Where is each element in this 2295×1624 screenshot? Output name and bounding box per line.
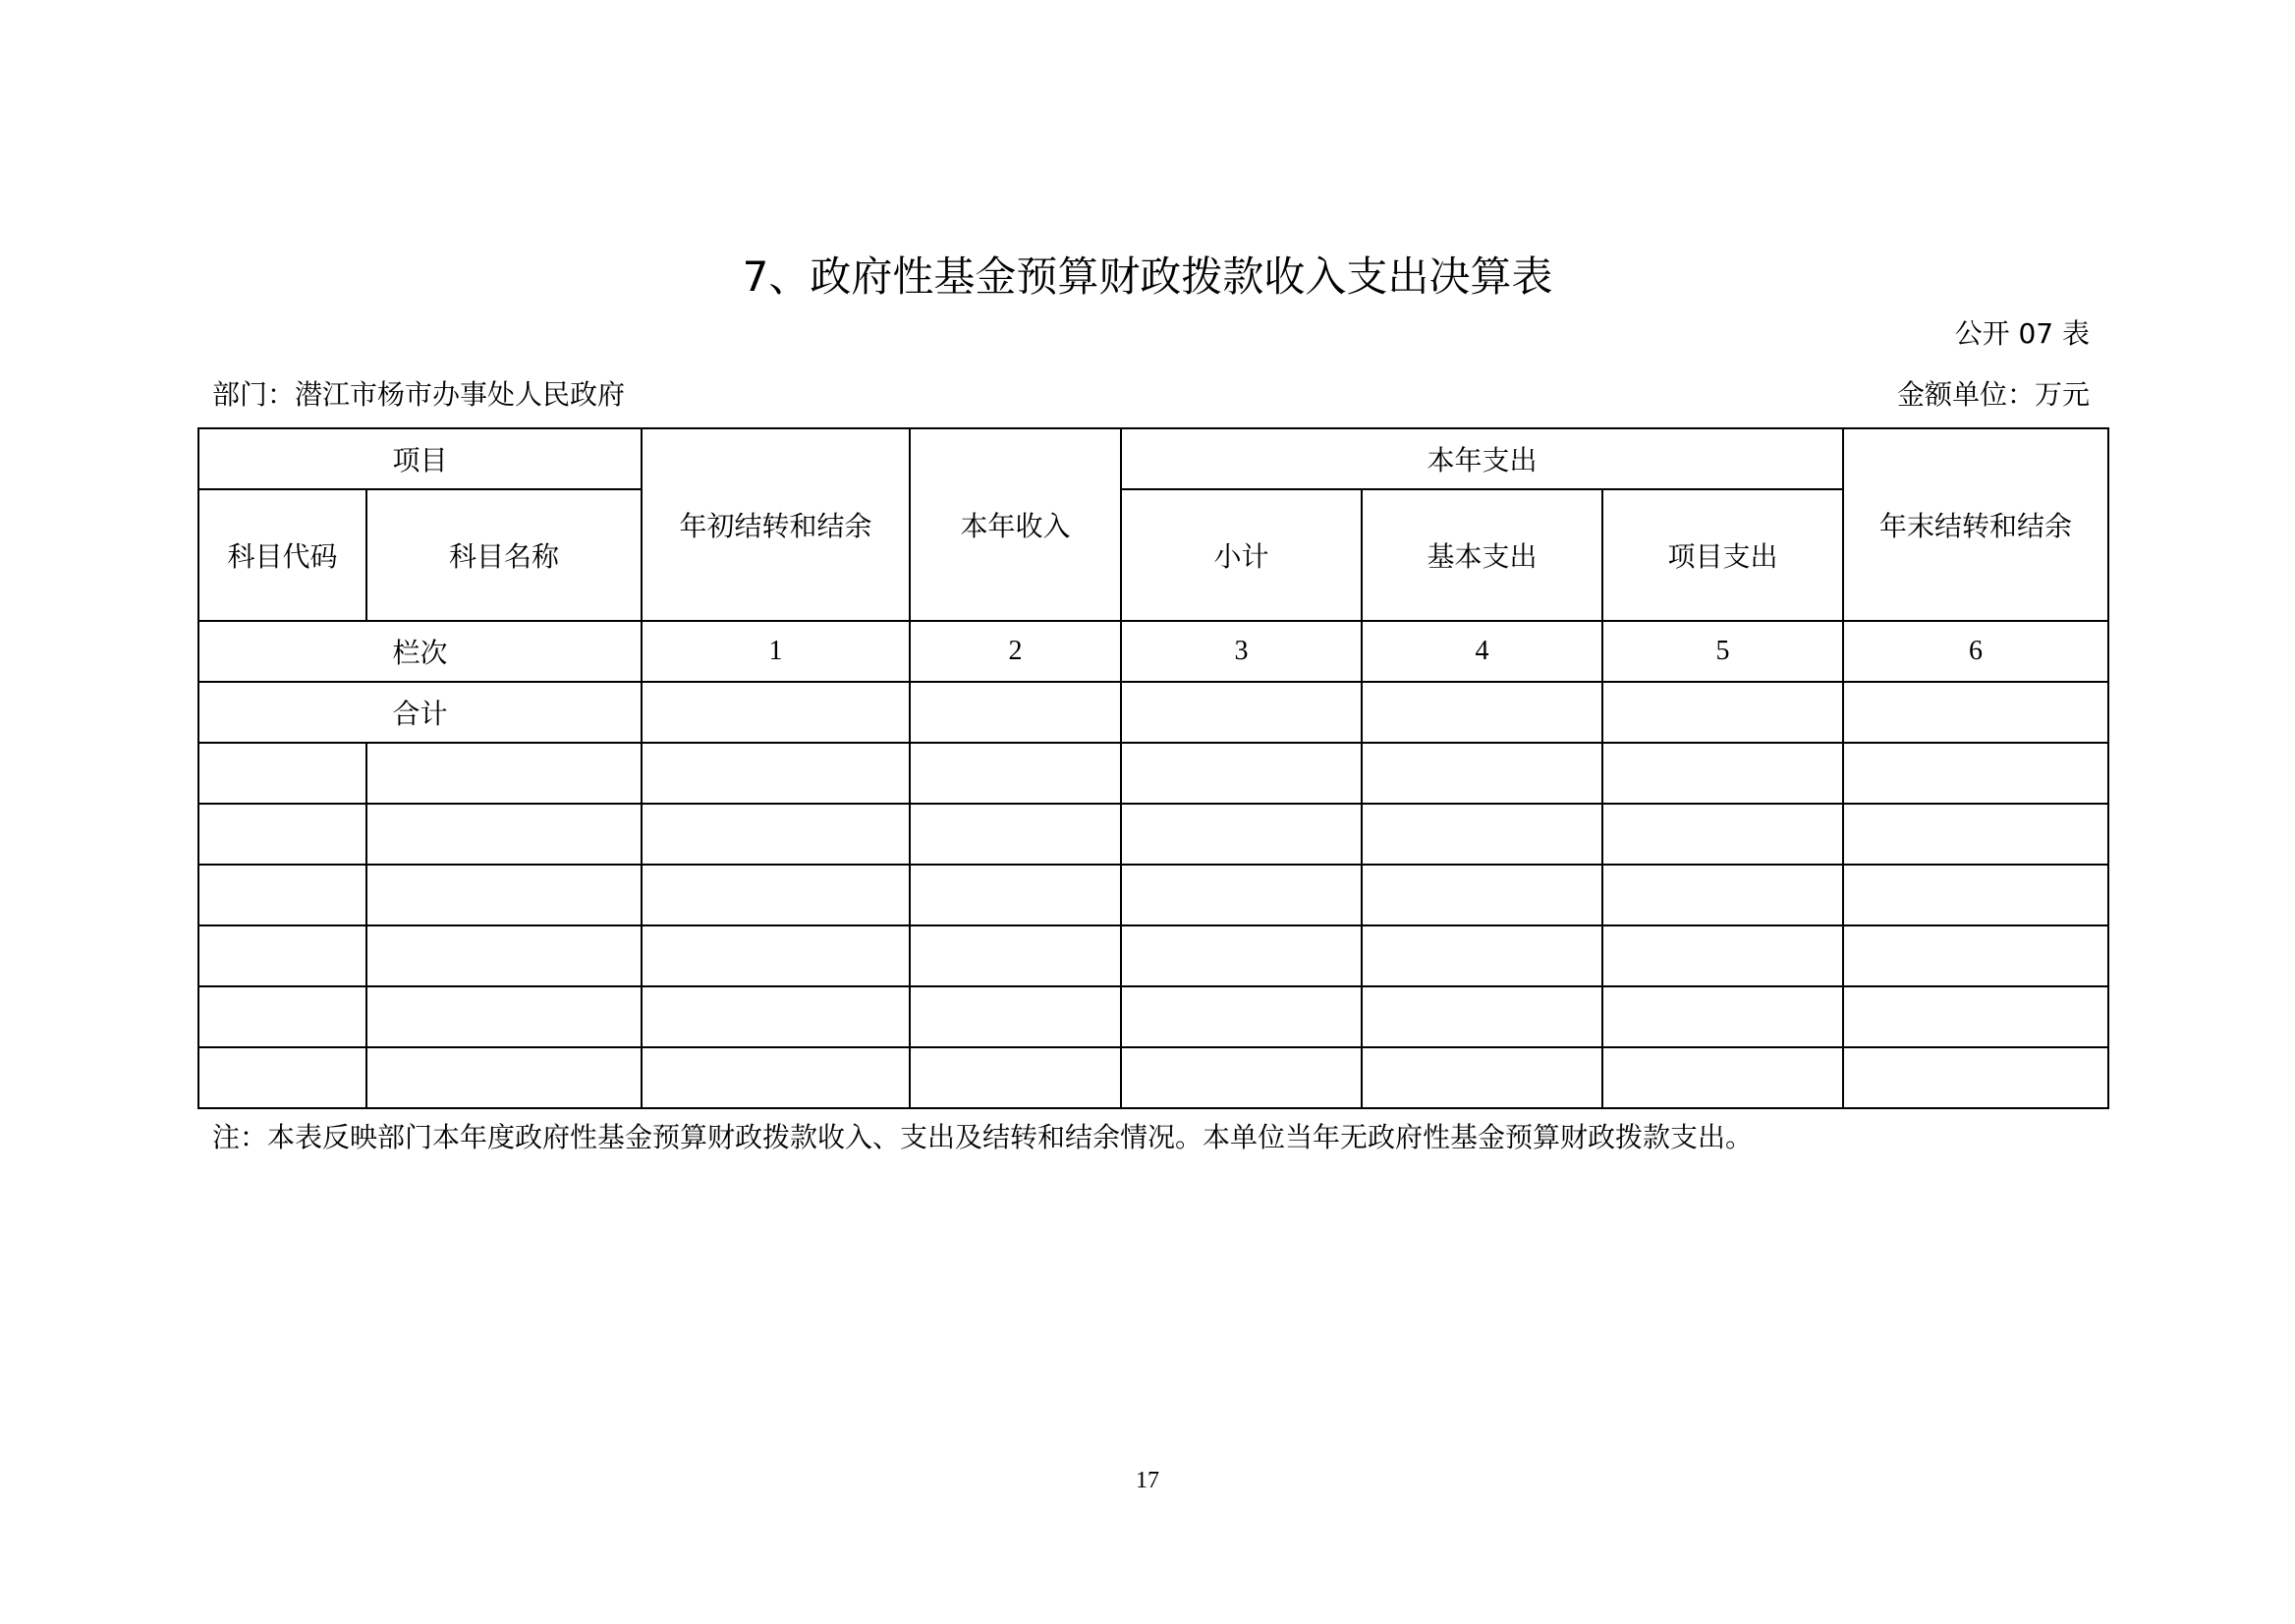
table-cell [1843, 682, 2108, 743]
header-subject-code: 科目代码 [198, 489, 366, 621]
table-cell [1121, 865, 1362, 925]
table-cell [910, 682, 1121, 743]
form-number: 公开 07 表 [1954, 317, 2090, 350]
table-row [198, 925, 2108, 986]
total-label: 合计 [198, 682, 642, 743]
column-number-1: 1 [642, 621, 910, 682]
table-cell [198, 865, 366, 925]
column-number-4: 4 [1362, 621, 1602, 682]
table-cell [642, 1047, 910, 1108]
table-cell [1602, 1047, 1843, 1108]
total-row [198, 682, 2108, 743]
table-cell [366, 865, 642, 925]
table-cell [1843, 986, 2108, 1047]
header-project-expense: 项目支出 [1602, 489, 1843, 621]
header-subject-name: 科目名称 [366, 489, 642, 621]
table-cell [1843, 1047, 2108, 1108]
header-current-income: 本年收入 [910, 428, 1121, 621]
table-cell [1121, 1047, 1362, 1108]
column-number-5: 5 [1602, 621, 1843, 682]
table-cell [1121, 743, 1362, 804]
header-opening-balance: 年初结转和结余 [642, 428, 910, 621]
page-number: 17 [1136, 1468, 1159, 1493]
table-cell [1362, 804, 1602, 865]
table-cell [642, 986, 910, 1047]
budget-table [197, 427, 2109, 1109]
table-note: 注：本表反映部门本年度政府性基金预算财政拨款收入、支出及结转和结余情况。本单位当年无政府性基金预算财政拨款支出。 [212, 1121, 1754, 1153]
table-cell [366, 986, 642, 1047]
table-row [198, 1047, 2108, 1108]
table-cell [1121, 804, 1362, 865]
table-cell [198, 743, 366, 804]
table-cell [642, 865, 910, 925]
table-cell [1602, 682, 1843, 743]
table-cell [198, 986, 366, 1047]
table-cell [910, 865, 1121, 925]
column-number-2: 2 [910, 621, 1121, 682]
table-cell [366, 925, 642, 986]
header-subtotal: 小计 [1121, 489, 1362, 621]
table-cell [366, 743, 642, 804]
table-cell [910, 804, 1121, 865]
table-cell [1362, 865, 1602, 925]
table-row [198, 865, 2108, 925]
department-label: 部门：潜江市杨市办事处人民政府 [212, 378, 626, 411]
table-cell [1602, 804, 1843, 865]
table-cell [1602, 986, 1843, 1047]
table-cell [1362, 743, 1602, 804]
table-cell [910, 986, 1121, 1047]
table-cell [366, 804, 642, 865]
table-cell [1843, 925, 2108, 986]
table-cell [198, 804, 366, 865]
column-number-6: 6 [1843, 621, 2108, 682]
column-number-3: 3 [1121, 621, 1362, 682]
table-cell [1843, 865, 2108, 925]
table-cell [1602, 743, 1843, 804]
table-cell [642, 925, 910, 986]
table-cell [1121, 925, 1362, 986]
table-cell [1602, 925, 1843, 986]
header-row-2 [198, 489, 2108, 621]
column-number-label: 栏次 [198, 621, 642, 682]
header-project: 项目 [198, 428, 642, 489]
table-cell [910, 925, 1121, 986]
table-row [198, 986, 2108, 1047]
page-title: 7、政府性基金预算财政拨款收入支出决算表 [742, 252, 1553, 301]
table-cell [198, 925, 366, 986]
table-cell [366, 1047, 642, 1108]
table-cell [1843, 804, 2108, 865]
table-cell [1121, 682, 1362, 743]
unit-label: 金额单位：万元 [1896, 378, 2090, 411]
table-row [198, 804, 2108, 865]
header-row-1 [198, 428, 2108, 489]
table-cell [642, 682, 910, 743]
table-row [198, 743, 2108, 804]
column-number-row [198, 621, 2108, 682]
table-cell [910, 1047, 1121, 1108]
table-cell [198, 1047, 366, 1108]
table-cell [1362, 986, 1602, 1047]
table-cell [1362, 682, 1602, 743]
table-cell [642, 804, 910, 865]
table-cell [1362, 1047, 1602, 1108]
header-current-expense: 本年支出 [1121, 428, 1843, 489]
table-cell [1121, 986, 1362, 1047]
header-basic-expense: 基本支出 [1362, 489, 1602, 621]
table-cell [642, 743, 910, 804]
table-cell [910, 743, 1121, 804]
table-cell [1843, 743, 2108, 804]
table-cell [1602, 865, 1843, 925]
header-closing-balance: 年末结转和结余 [1843, 428, 2108, 621]
table-cell [1362, 925, 1602, 986]
